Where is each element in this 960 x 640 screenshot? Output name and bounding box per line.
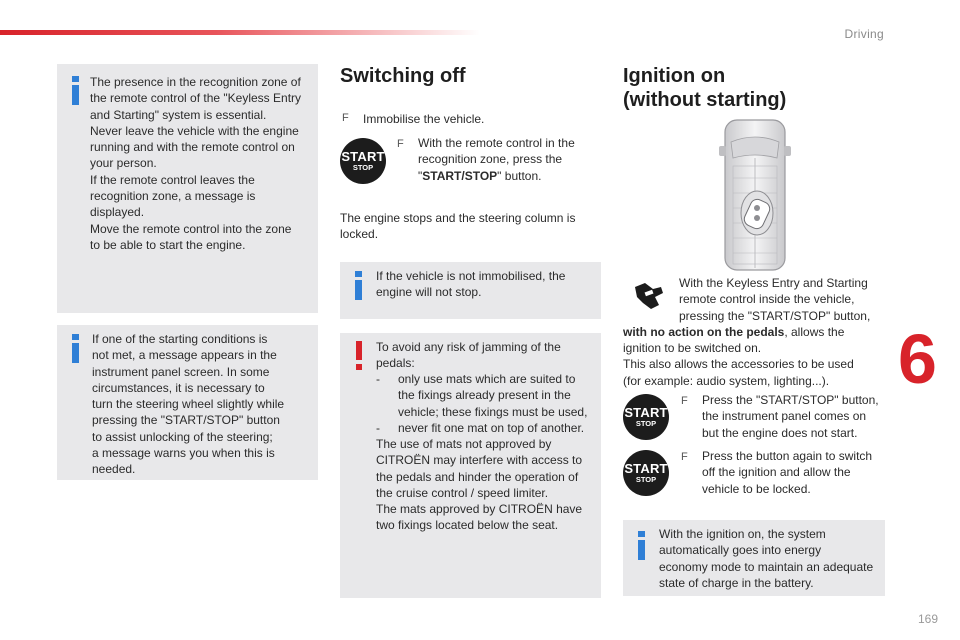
start-stop-button-icon: START STOP [340,138,386,184]
info-text-keyless: The presence in the recognition zone of the remote control of the "Keyless Entry and Starting" system is essential. Never leave the vehicle with the engine running and with the remote control on your person. If the remote control leaves the recognition zone, a message is displayed. Move the remote control into the zone to be able to start the engine. [90,75,302,252]
page-number: 169 [917,612,938,626]
start-stop-button-icon: START STOP [623,394,669,440]
bullet-icon: F [681,451,688,463]
info-icon [630,531,654,561]
info-icon [347,271,371,301]
warning-item-1: only use mats which are suited to the fixings already present in the vehicle; these fixings must be used, [398,372,588,419]
heading-ignition-on: Ignition on (without starting) [623,65,787,111]
info-icon [64,334,88,364]
keyless-ignition-text: With the Keyless Entry and Starting remote control inside the vehicle, pressing the "START/STOP" button, with no action on the pedals, allows the ignition to be switched on. This also allows the accessories to be used (for example: audio system, lighting...). [623,276,871,388]
bullet-icon: F [681,395,688,407]
bullet-icon: F [342,112,349,124]
warning-icon [353,341,365,371]
dash-icon: - [376,372,380,386]
warning-outro: The use of mats not approved by CITROËN may interfere with access to the pedals and hinder the operation of the cruise control / speed limiter. The mats approved by CITROËN have two fixings located below the seat. [376,437,583,533]
engine-stops-text: The engine stops and the steering column is locked. [340,211,576,242]
start-stop-button-icon: START STOP [623,450,669,496]
info-text-not-immobilised: If the vehicle is not immobilised, the engine will not stop. [376,269,566,300]
info-text-starting-conditions: If one of the starting conditions is not met, a message appears in the instrument panel screen. In some circumstances, it is necessary to turn the steering wheel slightly while pressing the "START/STOP" button to assist unlocking of the steering; a message warns you when this is needed. [92,332,285,477]
step-immobilise: Immobilise the vehicle. [363,112,485,126]
info-text-energy-economy: With the ignition on, the system automatically goes into energy economy mode to maintain an adequate state of charge in the battery. [659,527,874,590]
warning-item-2: never fit one mat on top of another. [398,421,585,435]
chapter-number: 6 [898,320,937,398]
step-press-ignition-on: Press the "START/STOP" button, the instrument panel comes on but the engine does not start. [702,393,879,440]
step-press-start-stop: With the remote control in the recognition zone, press the "START/STOP" button. [418,136,575,183]
header-accent-bar [0,30,480,35]
dash-icon: - [376,421,380,435]
section-title: Driving [844,27,884,41]
bullet-icon: F [397,138,404,150]
vehicle-top-view-illustration [717,118,793,273]
warning-intro: To avoid any risk of jamming of the pedals: [376,340,561,371]
info-icon [64,76,88,106]
step-press-ignition-off: Press the button again to switch off the ignition and allow the vehicle to be locked. [702,449,873,496]
heading-switching-off: Switching off [340,65,466,87]
